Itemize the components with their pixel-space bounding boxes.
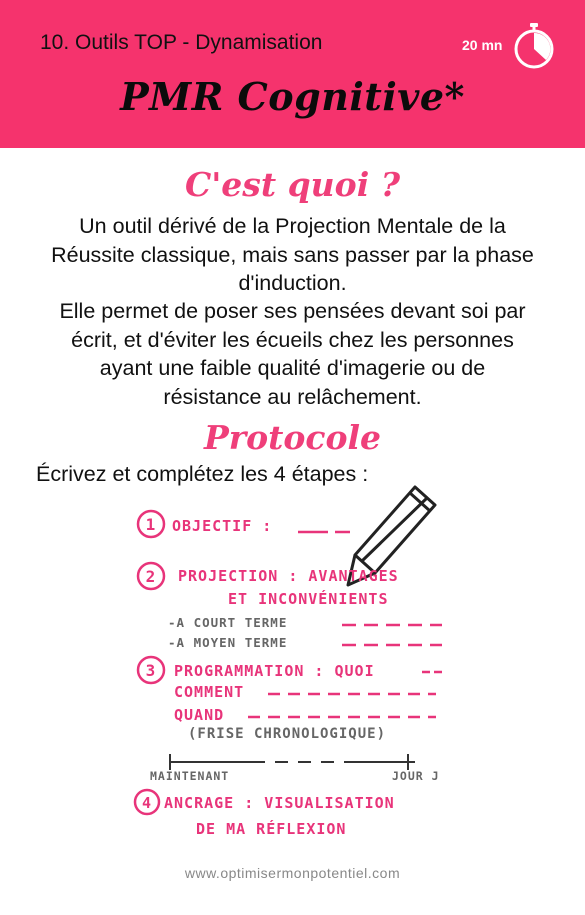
step-subitem: -A MOYEN TERME bbox=[168, 635, 288, 650]
text-line: Elle permet de poser ses pensées devant soi par bbox=[59, 299, 526, 323]
step-line: PROGRAMMATION : QUOI bbox=[174, 662, 375, 680]
text-line: Un outil dérivé de la Projection Mentale de la bbox=[79, 214, 506, 238]
category-label: 10. Outils TOP - Dynamisation bbox=[40, 31, 323, 54]
section-title-what: C'est quoi ? bbox=[184, 165, 401, 204]
step-3 bbox=[138, 657, 442, 783]
step-line: COMMENT bbox=[174, 683, 245, 701]
step-1 bbox=[138, 511, 350, 537]
step-line: OBJECTIF : bbox=[172, 517, 273, 535]
duration-label: 20 mn bbox=[462, 37, 503, 53]
text-line: résistance au relâchement. bbox=[163, 384, 422, 409]
step-number: 4 bbox=[141, 794, 153, 812]
timeline-end-label: JOUR J bbox=[392, 769, 440, 783]
text-line: ayant une faible qualité d'imagerie ou de bbox=[99, 356, 486, 380]
step-line: DE MA RÉFLEXION bbox=[196, 820, 347, 838]
description-paragraph-1 bbox=[30, 212, 555, 298]
step-line: (FRISE CHRONOLOGIQUE) bbox=[188, 726, 387, 742]
text-line: d'induction. bbox=[238, 271, 347, 295]
page-title: PMR Cognitive* bbox=[120, 74, 465, 119]
step-number: 3 bbox=[145, 661, 157, 680]
step-line: ANCRAGE : VISUALISATION bbox=[164, 794, 395, 812]
text-line: écrit, et d'éviter les écueils chez les personnes bbox=[71, 327, 514, 352]
step-line: PROJECTION : AVANTAGES bbox=[178, 567, 399, 585]
step-number: 1 bbox=[145, 515, 157, 534]
step-subitem: -A COURT TERME bbox=[168, 615, 288, 630]
timeline bbox=[170, 754, 415, 770]
step-2 bbox=[138, 563, 442, 650]
step-4 bbox=[135, 790, 395, 838]
protocol-intro: Écrivez et complétez les 4 étapes : bbox=[36, 462, 369, 486]
description-paragraph-2 bbox=[30, 297, 555, 411]
stopwatch-icon bbox=[509, 21, 559, 71]
protocol-sketch bbox=[130, 475, 460, 845]
step-line: QUAND bbox=[174, 706, 225, 724]
step-line: ET INCONVÉNIENTS bbox=[228, 590, 389, 608]
text-line: Réussite classique, mais sans passer par la phase bbox=[51, 242, 534, 267]
footer-website: www.optimisermonpotentiel.com bbox=[184, 865, 401, 881]
section-title-protocol: Protocole bbox=[203, 418, 382, 457]
step-number: 2 bbox=[145, 567, 157, 586]
header-banner bbox=[0, 0, 585, 148]
timeline-start-label: MAINTENANT bbox=[150, 769, 230, 783]
